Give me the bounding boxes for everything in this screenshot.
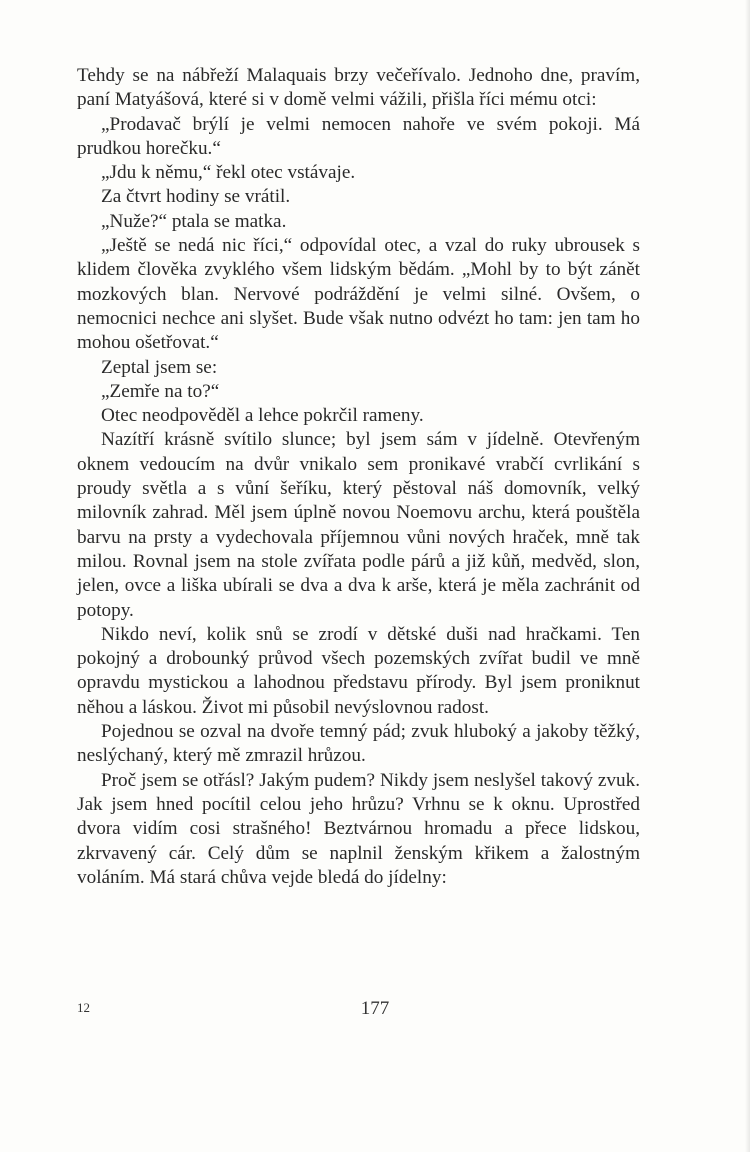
paragraph-4: Za čtvrt hodiny se vrátil. [101, 186, 291, 208]
paragraph-7: Zeptal jsem se: [101, 356, 218, 378]
page-body [77, 64, 640, 890]
page-edge-shadow [745, 0, 750, 1152]
paragraph-3: „Jdu k němu,“ řekl otec vstávaje. [101, 162, 356, 184]
paragraph-8: „Zemře na to?“ [101, 380, 220, 402]
signature-mark: 12 [77, 1000, 90, 1015]
paragraph-10: Nazítří krásně svítilo slunce; byl jsem sám v jídelně. Otevřeným oknem vedoucím na dvůr vnikalo sem pronikavé vrabčí cvrlikání s proudy světla a s vůní šeříku, který pěstoval náš domovník, velký milovník zahrad. Měl jsem úplně novou Noemovu archu, která pouštěla barvu na prsty a vydechovala příjemnou vůni nových hraček, mně tak milou. Rovnal jsem na stole zvířata podle párů a již kůň, medvěd, slon, jelen, ovce a liška ubírali se dva a dva k arše, která je měla zachránit od potopy. [77, 429, 640, 621]
body-text [77, 64, 640, 890]
paragraph-12: Pojednou se ozval na dvoře temný pád; zvuk hluboký a jakoby těžký, neslýchaný, který mě zmrazil hrůzou. [77, 721, 640, 767]
paragraph-9: Otec neodpověděl a lehce pokrčil rameny. [101, 405, 424, 427]
paragraph-6: „Ještě se nedá nic říci,“ odpovídal otec, a vzal do ruky ubrousek s klidem člověka zvyklého všem lidským bědám. „Mohl by to být zánět mozkových blan. Nervové podráždění je velmi silné. Ovšem, o nemocnici nechce ani slyšet. Bude však nutno odvézt ho tam: jen tam ho mohou ošetřovat.“ [77, 235, 640, 354]
paragraph-5: „Nuže?“ ptala se matka. [101, 210, 287, 232]
paragraph-13: Proč jsem se otřásl? Jakým pudem? Nikdy jsem neslyšel takový zvuk. Jak jsem hned pocítil celou jeho hrůzu? Vrhnu se k oknu. Uprostřed dvora vidím cosi strašného! Beztvárnou hromadu a přece lidskou, zkrvavený cár. Celý dům se naplnil ženským křikem a žalostným voláním. Má stará chůva vejde bledá do jídelny: [77, 769, 640, 888]
paragraph-1: Tehdy se na nábřeží Malaquais brzy večeřívalo. Jednoho dne, pravím, paní Matyášová, které si v domě velmi vážili, přišla říci mému otci: [77, 65, 640, 111]
page-number: 177 [360, 998, 390, 1019]
paragraph-11: Nikdo neví, kolik snů se zrodí v dětské duši nad hračkami. Ten pokojný a drobounký průvod všech pozemských zvířat budil ve mně opravdu mystickou a lahodnou představu přírody. Byl jsem proniknut něhou a láskou. Život mi působil nevýslovnou radost. [77, 623, 640, 718]
paragraph-2: „Prodavač brýlí je velmi nemocen nahoře ve svém pokoji. Má prudkou horečku.“ [77, 113, 640, 159]
